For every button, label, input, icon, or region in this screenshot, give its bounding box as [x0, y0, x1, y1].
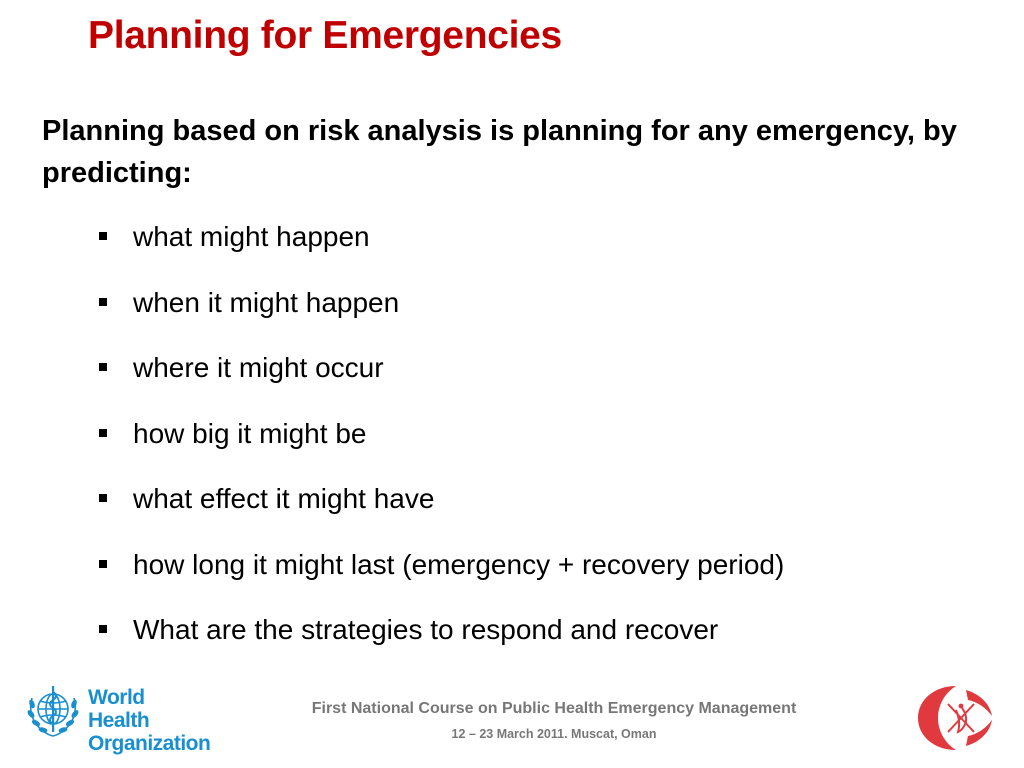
footer-date: 12 – 23 March 2011. Muscat, Oman: [451, 727, 657, 741]
who-logo-line2: Organization: [88, 732, 211, 755]
bullet-text: What are the strategies to respond and recover: [133, 614, 719, 645]
bullet-text: when it might happen: [133, 286, 400, 318]
square-bullet-icon: [99, 429, 107, 437]
bullet-text: how big it might be: [133, 417, 367, 449]
intro-text: Planning based on risk analysis is planning for any emergency, by predicting:: [42, 115, 957, 189]
square-bullet-icon: [99, 298, 107, 306]
slide-title: Planning for Emergencies: [88, 14, 562, 57]
who-logo: [22, 680, 211, 755]
square-bullet-icon: [99, 625, 107, 633]
square-bullet-icon: [99, 232, 107, 240]
who-logo-text: [88, 686, 210, 755]
square-bullet-icon: [99, 363, 107, 371]
who-emblem-icon: [22, 680, 84, 742]
who-logo-line1: World Health: [88, 686, 150, 732]
bullet-text: what effect it might have: [133, 483, 435, 514]
footer-course-title: First National Course on Public Health Emergency Management: [311, 700, 797, 717]
bullet-text: where it might occur: [133, 352, 384, 383]
square-bullet-icon: [99, 560, 107, 568]
red-crescent-oman-emblem-icon: [912, 682, 996, 754]
bullet-text: what might happen: [133, 221, 370, 252]
square-bullet-icon: [99, 494, 107, 502]
bullet-text: how long it might last (emergency + recovery period): [133, 548, 785, 580]
